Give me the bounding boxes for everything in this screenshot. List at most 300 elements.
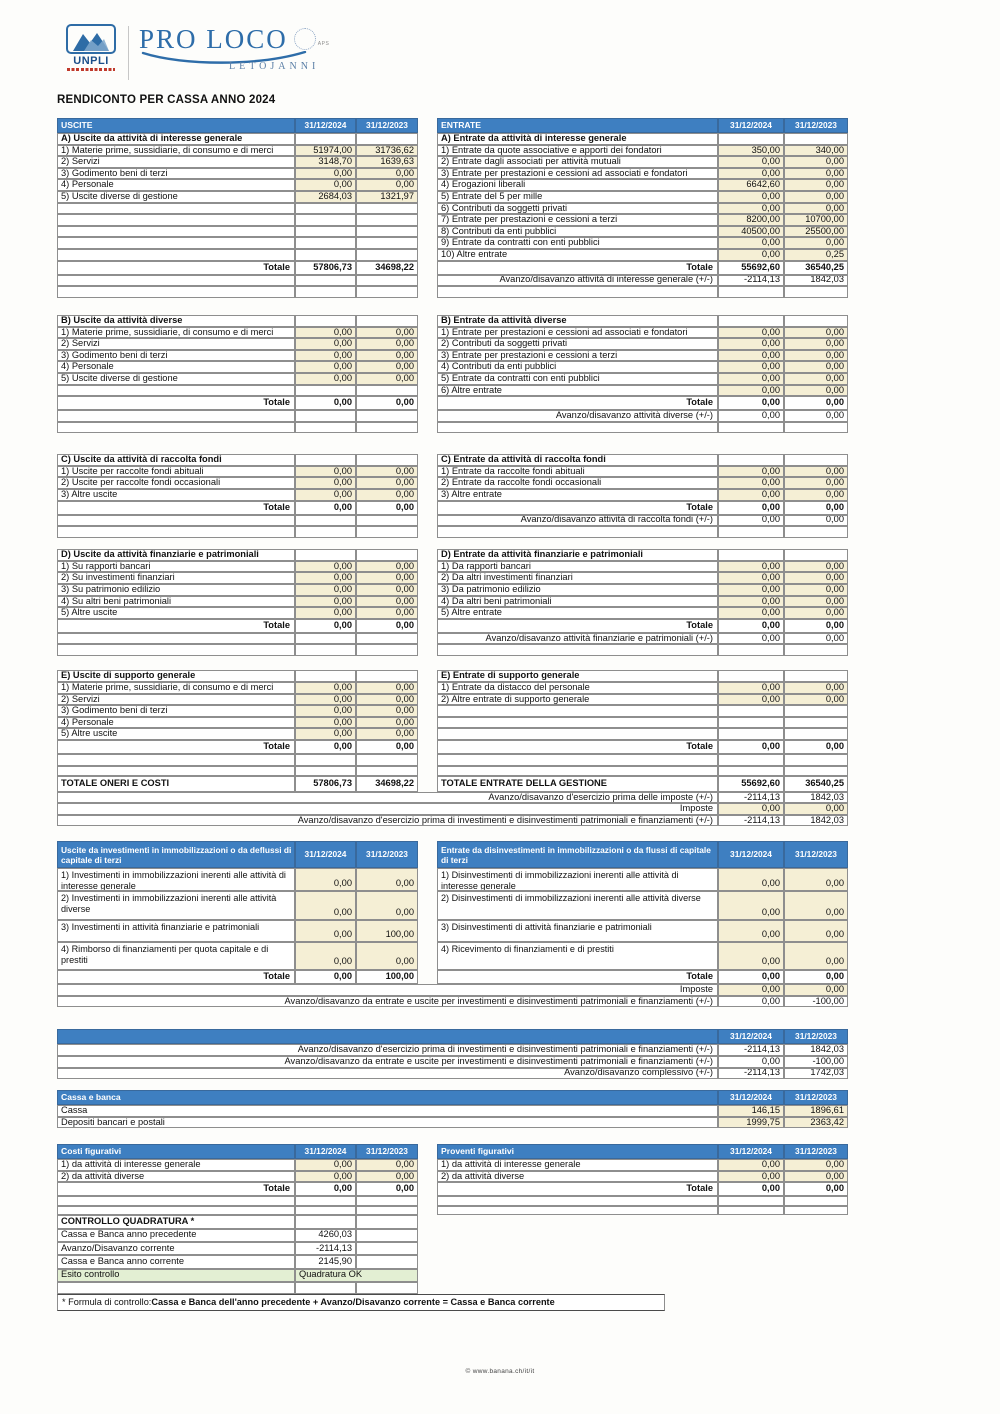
blank-cell — [718, 526, 784, 538]
value-cell: 6642,60 — [718, 179, 784, 191]
table-half — [57, 214, 418, 226]
value-cell: 40500,00 — [718, 226, 784, 238]
total-value: 0,00 — [356, 501, 418, 515]
blank-cell — [718, 286, 784, 298]
table-row — [57, 984, 848, 996]
table-row — [57, 740, 848, 754]
date-column-header: 31/12/2024 — [295, 1144, 356, 1159]
blank-cell — [356, 1206, 418, 1215]
table-row — [57, 1144, 848, 1159]
blank-cell — [784, 1196, 848, 1205]
table-row — [57, 315, 848, 327]
table-row — [57, 1206, 848, 1215]
column-gap — [418, 1159, 437, 1171]
blank-cell — [295, 1282, 356, 1294]
value-cell: 1742,03 — [784, 1068, 848, 1080]
grand-total-value: 36540,25 — [784, 776, 848, 792]
table-half — [57, 970, 418, 984]
column-gap — [418, 373, 437, 385]
proloco-city: LETOJANNI — [229, 61, 320, 72]
table-row — [57, 1068, 848, 1080]
value-cell: 0,00 — [718, 561, 784, 573]
table-row — [57, 156, 848, 168]
column-gap — [418, 596, 437, 608]
value-cell: 0,00 — [295, 179, 356, 191]
row-label: 1) Disinvestimenti di immobilizzazioni inerenti alle attività di interesse generale — [437, 868, 718, 891]
row-label: 2) Disinvestimenti di immobilizzazioni inerenti alle attività diverse — [437, 891, 718, 920]
value-cell: 0,00 — [718, 249, 784, 261]
table-half — [57, 766, 418, 776]
total-label: Totale — [57, 396, 295, 410]
value-cell: 1639,63 — [356, 156, 418, 168]
table-row — [57, 433, 848, 454]
table-row — [57, 1105, 848, 1117]
value-cell: 0,00 — [718, 682, 784, 694]
column-gap — [418, 422, 437, 434]
total-value: 0,00 — [784, 740, 848, 754]
row-label: 3) Disinvestimenti di attività finanziarie e patrimoniali — [437, 920, 718, 942]
total-value: 57806,73 — [295, 261, 356, 275]
blank-cell — [784, 1206, 848, 1215]
column-gap — [418, 396, 437, 410]
table-half — [57, 596, 418, 608]
blank-cell — [356, 1196, 418, 1205]
value-cell: 0,00 — [356, 942, 418, 970]
blank-cell — [57, 766, 295, 776]
table-row — [57, 1182, 848, 1196]
date-column-header: 31/12/2023 — [784, 1029, 848, 1044]
date-column-header: 31/12/2023 — [356, 118, 418, 133]
table-half — [57, 776, 418, 792]
total-value: 0,00 — [295, 396, 356, 410]
value-cell: 0,00 — [718, 489, 784, 501]
table-row — [57, 694, 848, 706]
column-gap — [418, 670, 437, 682]
value-cell: 0,00 — [356, 705, 418, 717]
table-row — [57, 1229, 848, 1242]
value-cell: 0,00 — [784, 338, 848, 350]
value-cell: 0,00 — [295, 891, 356, 920]
table-half — [437, 249, 848, 261]
table-half — [437, 1255, 848, 1268]
table-half — [57, 942, 418, 970]
blank-cell — [295, 275, 356, 287]
table-half — [437, 396, 848, 410]
total-value: 0,00 — [295, 970, 356, 984]
table-row — [57, 766, 848, 776]
row-label: 3) Su patrimonio edilizio — [57, 584, 295, 596]
table-half — [57, 203, 418, 215]
table-half — [437, 633, 848, 645]
value-cell: 51974,00 — [295, 145, 356, 157]
grand-total-value: 55692,60 — [718, 776, 784, 792]
row-label: 4) Ricevimento di finanziamenti e di prestiti — [437, 942, 718, 970]
date-column-header: 31/12/2023 — [356, 1144, 418, 1159]
table-half — [57, 477, 418, 489]
table-row — [57, 891, 848, 920]
table-row — [57, 644, 848, 656]
value-cell: 0,00 — [784, 385, 848, 397]
value-cell: 0,00 — [718, 477, 784, 489]
value-cell: 0,00 — [784, 1171, 848, 1183]
summary-label: Avanzo/disavanzo da entrate e uscite per investimenti e disinvestimenti patrimoniali e finanziamenti (+/-) — [57, 996, 718, 1008]
section-title: B) Uscite da attività diverse — [57, 315, 295, 327]
blank-cell — [295, 766, 356, 776]
blank-cell — [356, 249, 418, 261]
blank-cell — [437, 422, 718, 434]
table-half — [57, 338, 418, 350]
table-half — [57, 501, 418, 515]
value-cell: 0,00 — [784, 1159, 848, 1171]
table-row — [57, 1255, 848, 1268]
value-cell: 0,00 — [295, 572, 356, 584]
row-label: 2) Servizi — [57, 338, 295, 350]
table-half — [437, 561, 848, 573]
value-cell: 0,00 — [718, 920, 784, 942]
blank-cell — [356, 633, 418, 645]
date-column-header: 31/12/2023 — [784, 1090, 848, 1105]
blank-cell — [356, 1242, 418, 1255]
table-half — [437, 338, 848, 350]
table-row — [57, 607, 848, 619]
blank-cell — [437, 754, 718, 766]
section-title: CONTROLLO QUADRATURA * — [57, 1215, 295, 1229]
table-row — [57, 410, 848, 422]
value-cell: 0,00 — [784, 327, 848, 339]
blank-cell — [295, 410, 356, 422]
section-title: E) Entrate di supporto generale — [437, 670, 718, 682]
value-cell: 0,00 — [784, 633, 848, 645]
column-gap — [418, 145, 437, 157]
column-gap — [418, 584, 437, 596]
total-label: Totale — [57, 970, 295, 984]
table-half — [57, 396, 418, 410]
table-half — [437, 133, 848, 145]
table-half — [57, 237, 418, 249]
blank-cell — [57, 275, 295, 287]
value-cell: 0,00 — [718, 385, 784, 397]
value-cell: 0,00 — [295, 361, 356, 373]
blank-cell — [57, 237, 295, 249]
value-cell: 1999,75 — [718, 1117, 784, 1129]
total-value: 36540,25 — [784, 261, 848, 275]
table-header: Costi figurativi — [57, 1144, 295, 1159]
blank-cell — [784, 728, 848, 740]
row-label: 2) Investimenti in immobilizzazioni inerenti alle attività diverse — [57, 891, 295, 920]
value-cell: 0,25 — [784, 249, 848, 261]
section-title: A) Uscite da attività di interesse generale — [57, 133, 295, 145]
column-gap — [418, 454, 437, 466]
column-gap — [418, 410, 437, 422]
table-row — [57, 261, 848, 275]
blank-cell — [356, 237, 418, 249]
blank-cell — [57, 286, 295, 298]
table-row — [57, 118, 848, 133]
table-row — [57, 338, 848, 350]
value-cell: 0,00 — [784, 803, 848, 815]
blank-cell — [718, 717, 784, 729]
table-half — [437, 776, 848, 792]
table-half — [437, 237, 848, 249]
column-gap — [418, 385, 437, 397]
table-half — [437, 694, 848, 706]
table-row — [57, 942, 848, 970]
value-cell: 0,00 — [295, 489, 356, 501]
value-cell: 0,00 — [784, 584, 848, 596]
blank-cell — [57, 1196, 295, 1205]
table-half — [437, 466, 848, 478]
column-gap — [418, 1206, 437, 1215]
value-cell: -100,00 — [784, 996, 848, 1008]
value-cell: 0,00 — [356, 361, 418, 373]
value-cell: 0,00 — [718, 338, 784, 350]
column-gap — [418, 607, 437, 619]
column-gap — [418, 633, 437, 645]
value-cell: 0,00 — [718, 361, 784, 373]
value-cell: 0,00 — [718, 596, 784, 608]
table-half — [57, 619, 418, 633]
value-cell: 0,00 — [784, 466, 848, 478]
unpli-wordmark: UNPLI — [73, 55, 109, 67]
row-label: Avanzo/Disavanzo corrente — [57, 1242, 295, 1255]
value-cell: 0,00 — [784, 361, 848, 373]
 — [784, 133, 848, 145]
table-row — [57, 145, 848, 157]
row-label: 3) Entrate per prestazioni e cessioni a terzi — [437, 350, 718, 362]
summary-label: Depositi bancari e postali — [57, 1117, 718, 1129]
blank-cell — [57, 249, 295, 261]
blank-cell — [295, 754, 356, 766]
date-column-header: 31/12/2024 — [718, 1029, 784, 1044]
row-label: 1) Materie prime, sussidiarie, di consumo e di merci — [57, 682, 295, 694]
 — [718, 315, 784, 327]
row-label: 4) Contributi da enti pubblici — [437, 361, 718, 373]
table-row — [57, 1282, 848, 1294]
date-column-header: 31/12/2024 — [295, 118, 356, 133]
value-cell: 0,00 — [295, 942, 356, 970]
value-cell: 0,00 — [718, 891, 784, 920]
total-value: 100,00 — [356, 970, 418, 984]
table-half — [57, 549, 418, 561]
table-half — [57, 584, 418, 596]
table-half — [57, 1171, 418, 1183]
blank-cell — [356, 754, 418, 766]
table-half — [437, 361, 848, 373]
blank-cell — [295, 526, 356, 538]
table-half — [437, 179, 848, 191]
table-half — [437, 1182, 848, 1196]
table-half — [437, 489, 848, 501]
row-label: 1) Entrate da quote associative e apporti dei fondatori — [437, 145, 718, 157]
row-label: 7) Entrate per prestazioni e cessioni a terzi — [437, 214, 718, 226]
value-cell: 0,00 — [295, 596, 356, 608]
 — [784, 454, 848, 466]
column-gap — [418, 501, 437, 515]
blank-cell — [57, 203, 295, 215]
table-half — [437, 275, 848, 287]
table-row — [57, 361, 848, 373]
value-cell: 25500,00 — [784, 226, 848, 238]
 — [356, 1215, 418, 1229]
table-half — [57, 275, 418, 287]
table-half — [437, 168, 848, 180]
table-row — [57, 656, 848, 671]
total-label: Totale — [57, 261, 295, 275]
table-half — [57, 633, 418, 645]
summary-label: Cassa — [57, 1105, 718, 1117]
table-row — [57, 619, 848, 633]
value-cell: 340,00 — [784, 145, 848, 157]
total-value: 0,00 — [356, 619, 418, 633]
table-row — [57, 584, 848, 596]
value-cell: 0,00 — [718, 1056, 784, 1068]
table-row — [57, 489, 848, 501]
table-row — [57, 477, 848, 489]
table-row — [57, 275, 848, 287]
table-row — [57, 1029, 848, 1044]
blank-cell — [356, 526, 418, 538]
table-half — [437, 1159, 848, 1171]
blank-cell — [718, 728, 784, 740]
table-half — [57, 740, 418, 754]
value-cell: 100,00 — [356, 920, 418, 942]
blank-cell — [784, 422, 848, 434]
blank-cell — [295, 385, 356, 397]
table-half — [57, 515, 418, 527]
column-gap — [418, 286, 437, 298]
table-half — [437, 1242, 848, 1255]
column-gap — [418, 740, 437, 754]
value-cell: 0,00 — [356, 477, 418, 489]
 — [356, 549, 418, 561]
table-half — [57, 454, 418, 466]
table-half — [57, 327, 418, 339]
table-half — [437, 286, 848, 298]
value-cell: 0,00 — [356, 561, 418, 573]
row-label: 3) Altre entrate — [437, 489, 718, 501]
column-gap — [418, 1182, 437, 1196]
value-cell: 0,00 — [356, 717, 418, 729]
status-value: Quadratura OK — [295, 1269, 418, 1282]
value-cell: 0,00 — [784, 694, 848, 706]
table-half — [437, 118, 848, 133]
value-cell: 0,00 — [356, 682, 418, 694]
row-label: Esito controllo — [57, 1269, 295, 1282]
blank-cell — [718, 705, 784, 717]
table-half — [437, 327, 848, 339]
table-row — [57, 133, 848, 145]
table-row — [57, 422, 848, 434]
aps-emblem-icon — [294, 28, 330, 50]
blank-cell — [437, 1206, 718, 1215]
row-label: 8) Contributi da enti pubblici — [437, 226, 718, 238]
table-header: USCITE — [57, 118, 295, 133]
table-half — [437, 728, 848, 740]
table-half — [57, 868, 418, 891]
column-gap — [418, 515, 437, 527]
row-label: 2) da attività diverse — [57, 1171, 295, 1183]
table-half — [57, 682, 418, 694]
date-column-header: 31/12/2024 — [718, 118, 784, 133]
column-gap — [418, 1215, 437, 1229]
table-row — [57, 803, 848, 815]
 — [295, 133, 356, 145]
value-cell: 0,00 — [718, 1159, 784, 1171]
grand-total-label: TOTALE ENTRATE DELLA GESTIONE — [437, 776, 718, 792]
table-row — [57, 815, 848, 827]
value-cell: 8200,00 — [718, 214, 784, 226]
total-value: 0,00 — [295, 501, 356, 515]
column-gap — [418, 717, 437, 729]
total-value: 0,00 — [295, 1182, 356, 1196]
row-label: 2) Da altri investimenti finanziari — [437, 572, 718, 584]
table-row — [57, 373, 848, 385]
section-title: E) Uscite di supporto generale — [57, 670, 295, 682]
value-cell: 0,00 — [295, 705, 356, 717]
value-cell: 0,00 — [295, 1159, 356, 1171]
total-label: Totale — [437, 396, 718, 410]
table-half — [437, 970, 848, 984]
table-row — [57, 237, 848, 249]
table-half — [437, 868, 848, 891]
value-cell: 0,00 — [356, 572, 418, 584]
table-row — [57, 501, 848, 515]
table-half — [57, 226, 418, 238]
total-label: Totale — [437, 1182, 718, 1196]
total-label: Totale — [57, 619, 295, 633]
value-cell: 0,00 — [295, 717, 356, 729]
table-half — [437, 1215, 848, 1229]
table-half — [57, 1282, 418, 1294]
table-half — [437, 1206, 848, 1215]
blank-cell — [295, 203, 356, 215]
summary-label: Avanzo/disavanzo d'esercizio prima delle imposte (+/-) — [57, 792, 718, 804]
table-half — [57, 526, 418, 538]
value-cell: 4260,03 — [295, 1229, 356, 1242]
total-value: 0,00 — [718, 740, 784, 754]
table-header: Proventi figurativi — [437, 1144, 718, 1159]
blank-cell — [57, 422, 295, 434]
blank-cell — [437, 717, 718, 729]
blank-cell — [784, 705, 848, 717]
logo-divider — [128, 26, 129, 80]
table-half — [437, 501, 848, 515]
value-cell: 0,00 — [784, 489, 848, 501]
 — [356, 670, 418, 682]
column-gap — [418, 754, 437, 766]
blank-cell — [356, 422, 418, 434]
row-label: 1) Su rapporti bancari — [57, 561, 295, 573]
blank-cell — [57, 515, 295, 527]
blank-cell — [784, 286, 848, 298]
unpli-emblem-icon — [66, 24, 116, 54]
blank-cell — [437, 728, 718, 740]
row-label: 4) Su altri beni patrimoniali — [57, 596, 295, 608]
value-cell: 0,00 — [356, 466, 418, 478]
value-cell: 0,00 — [356, 327, 418, 339]
value-cell: 1842,03 — [784, 792, 848, 804]
table-half — [57, 841, 418, 868]
row-label: 5) Entrate del 5 per mille — [437, 191, 718, 203]
table-row — [57, 1056, 848, 1068]
column-gap — [418, 619, 437, 633]
blank-cell — [784, 766, 848, 776]
value-cell: 0,00 — [784, 179, 848, 191]
table-half — [57, 145, 418, 157]
row-label: 9) Entrate da contratti con enti pubblici — [437, 237, 718, 249]
total-value: 0,00 — [356, 740, 418, 754]
summary-label: Avanzo/disavanzo da entrate e uscite per investimenti e disinvestimenti patrimoniali e finanziamenti (+/-) — [57, 1056, 718, 1068]
